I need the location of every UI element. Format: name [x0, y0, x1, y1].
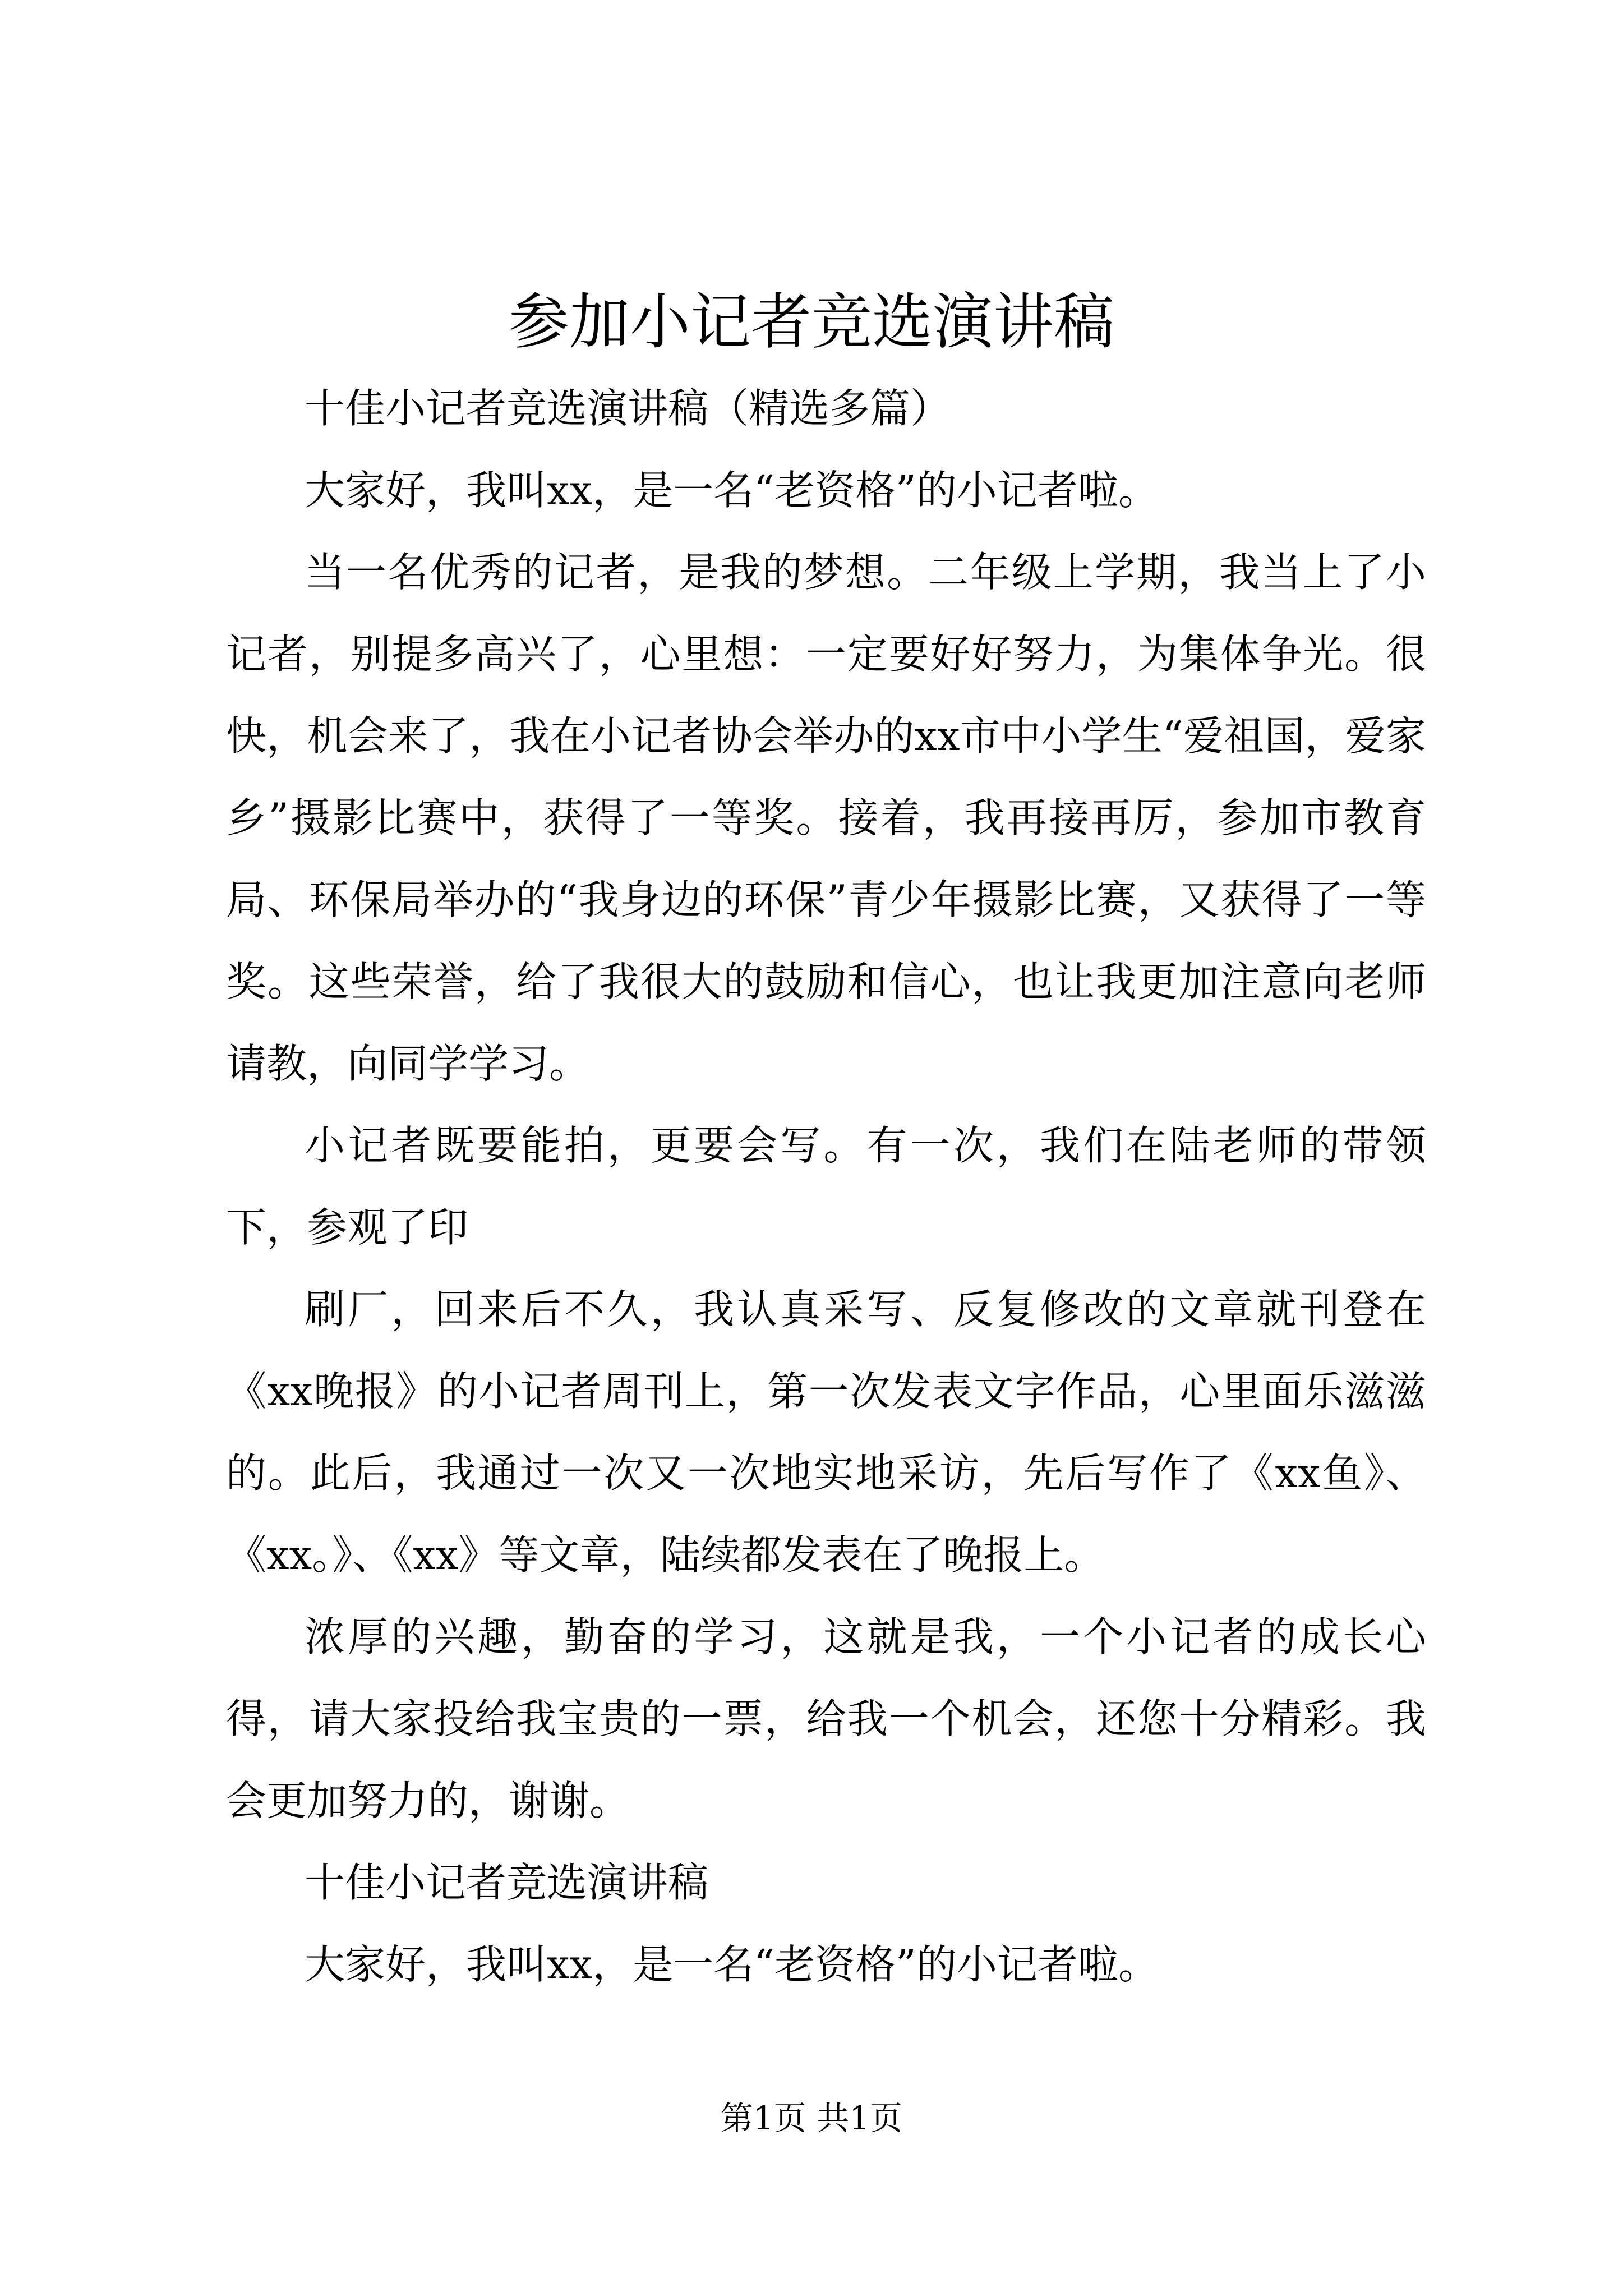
paragraph-greeting: 大家好，我叫xx，是一名“老资格”的小记者啦。	[305, 467, 1159, 514]
document-body	[226, 367, 1426, 2005]
paragraph-second-greeting: 大家好，我叫xx，是一名“老资格”的小记者啦。	[305, 1941, 1159, 1988]
document-title: 参加小记者竞选演讲稿	[508, 287, 1114, 357]
paragraph-subtitle: 十佳小记者竞选演讲稿（精选多篇）	[305, 385, 951, 432]
paragraph-publication: 刷厂，回来后不久，我认真采写、反复修改的文章就刊登在《xx晚报》的小记者周刊上，第一次发表文字作品，心里面乐滋滋的。此后，我通过一次又一次地实地采访，先后写作了《xx鱼》、《xx。》、《xx》等文章，陆续都发表在了晚报上。	[226, 1286, 1426, 1579]
page-footer: 第1页 共1页	[720, 2099, 903, 2137]
paragraph-dream: 当一名优秀的记者，是我的梦想。二年级上学期，我当上了小记者，别提多高兴了，心里想：一定要好好努力，为集体争光。很快，机会来了，我在小记者协会举办的xx市中小学生“爱祖国，爱家乡”摄影比赛中，获得了一等奖。接着，我再接再厉，参加市教育局、环保局举办的“我身边的环保”青少年摄影比赛，又获得了一等奖。这些荣誉，给了我很大的鼓励和信心，也让我更加注意向老师请教，向同学学习。	[226, 549, 1426, 1087]
paragraph-visit: 小记者既要能拍，更要会写。有一次，我们在陆老师的带领下，参观了印	[226, 1122, 1426, 1251]
paragraph-second-heading: 十佳小记者竞选演讲稿	[305, 1859, 709, 1906]
paragraph-closing: 浓厚的兴趣，勤奋的学习，这就是我，一个小记者的成长心得，请大家投给我宝贵的一票，给我一个机会，还您十分精彩。我会更加努力的，谢谢。	[226, 1613, 1426, 1824]
